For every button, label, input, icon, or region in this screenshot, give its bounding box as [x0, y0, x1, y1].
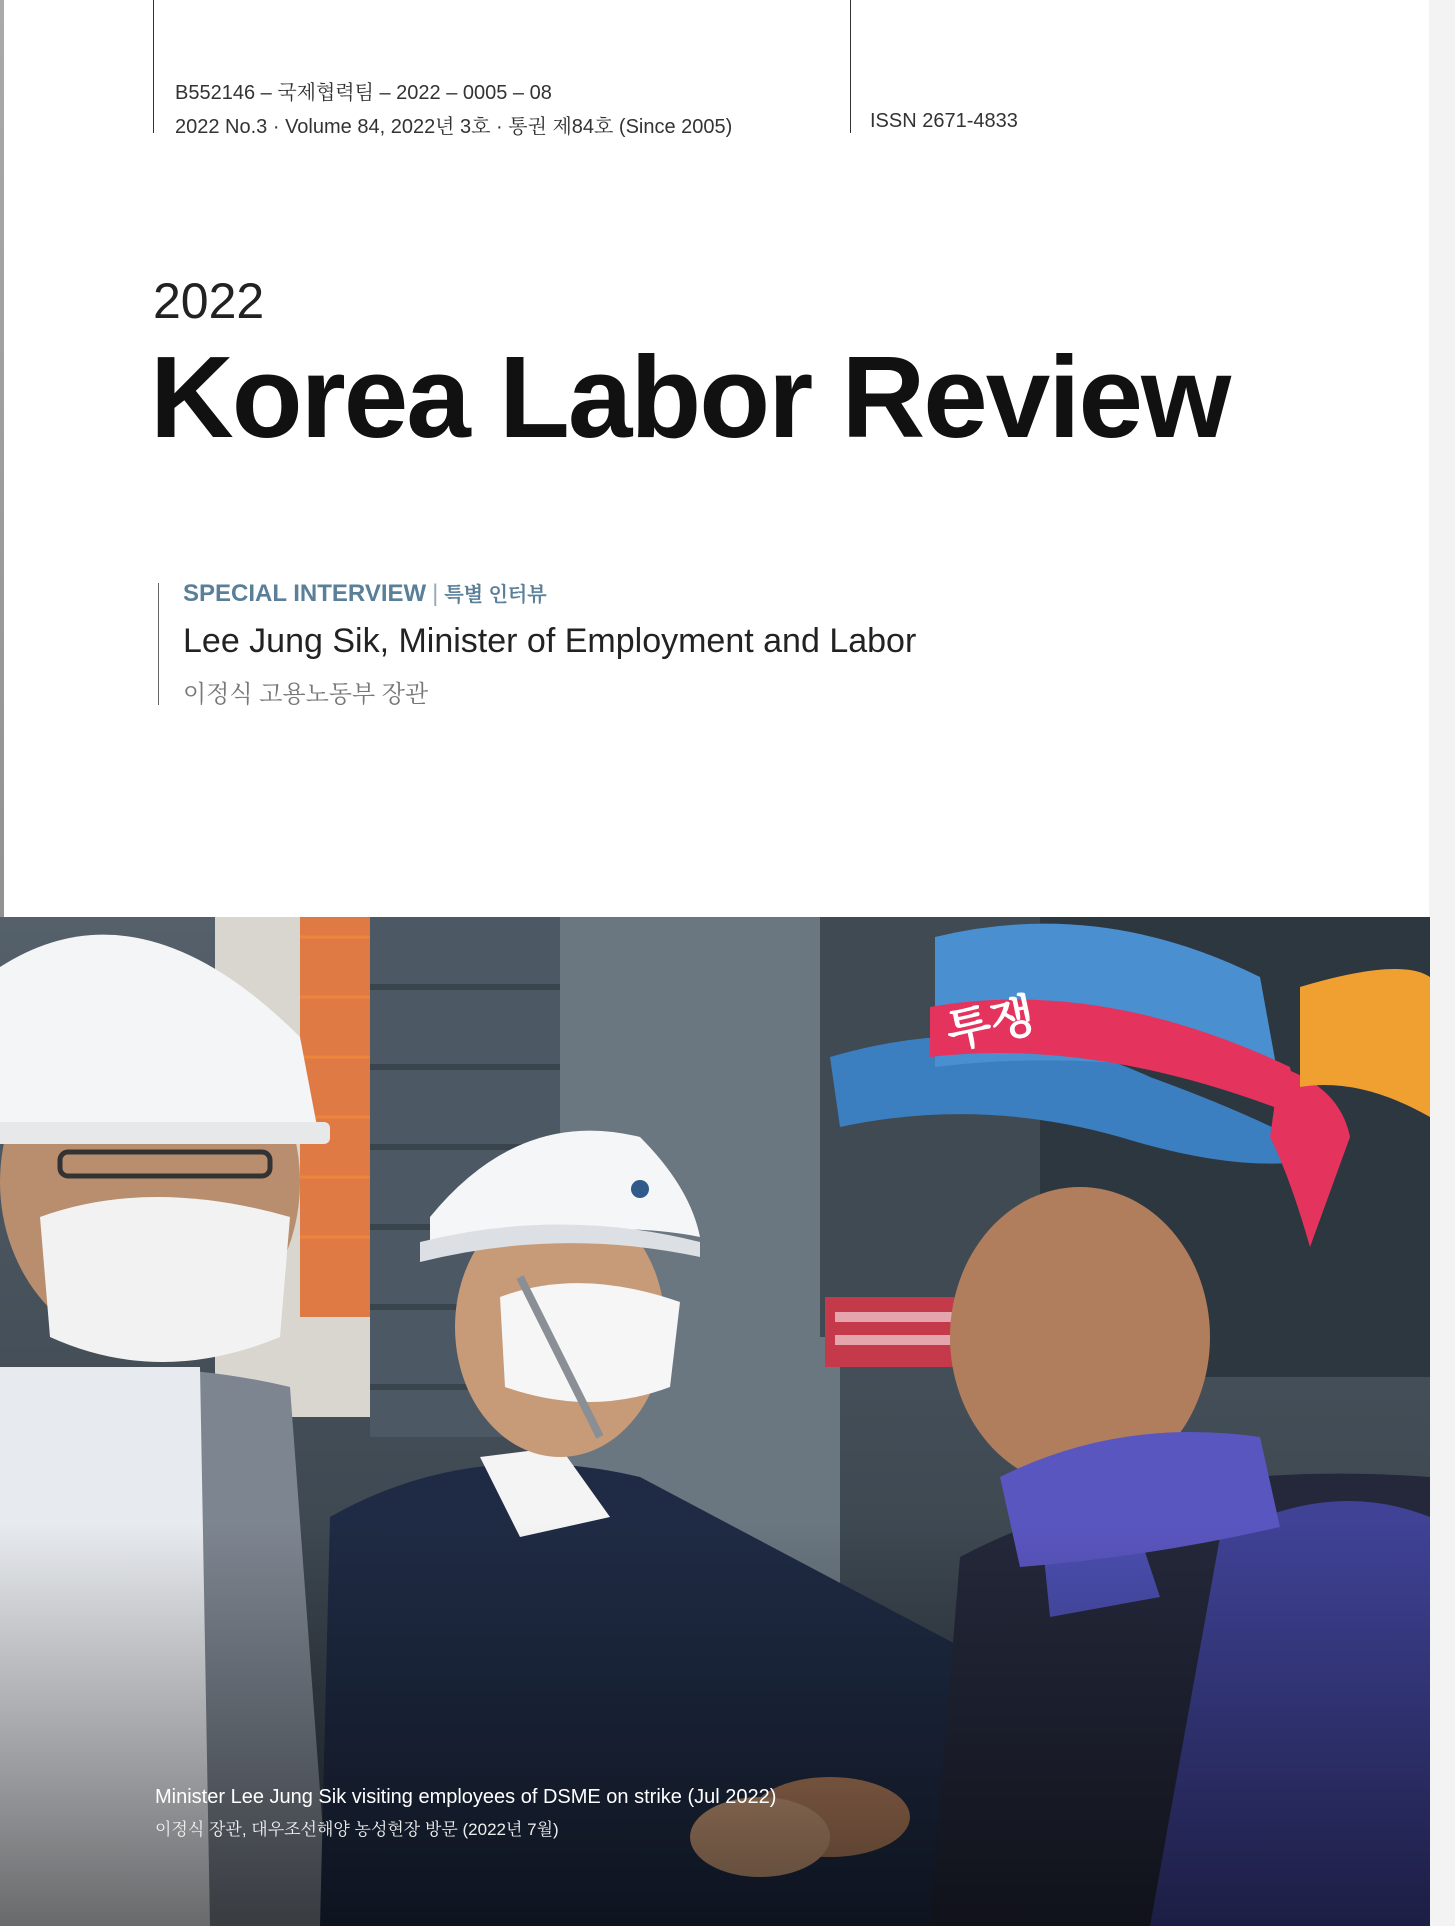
photo-caption-kr: 이정식 장관, 대우조선해양 농성현장 방문 (2022년 7월)	[155, 1820, 559, 1839]
header-divider-right	[850, 0, 851, 133]
header-divider-left	[153, 0, 154, 133]
section-label-kr: 특별 인터뷰	[444, 584, 547, 606]
headband-text: 투쟁	[941, 988, 1040, 1058]
registration-number: B552146 – 국제협력팀 – 2022 – 0005 – 08	[175, 82, 552, 104]
photo-caption-en: Minister Lee Jung Sik visiting employees of DSME on strike (Jul 2022)	[155, 1786, 777, 1808]
masthead-title: Korea Labor Review	[150, 332, 1230, 462]
page-edge	[1429, 0, 1455, 1926]
volume-info: 2022 No.3 · Volume 84, 2022년 3호 · 통권 제84호 (Since 2005)	[175, 116, 733, 138]
masthead-year: 2022	[153, 273, 265, 329]
issn: ISSN 2671-4833	[870, 110, 1018, 132]
section-separator: |	[432, 580, 439, 607]
feature-section-label	[183, 578, 547, 608]
interviewee-name-kr: 이정식 고용노동부 장관	[183, 681, 429, 708]
cover-photo	[0, 917, 1430, 1926]
section-label-en: SPECIAL INTERVIEW	[183, 580, 427, 607]
cover-photo-illustration	[0, 917, 1430, 1926]
interviewee-name: Lee Jung Sik, Minister of Employment and Labor	[183, 622, 917, 660]
feature-divider	[158, 583, 159, 705]
